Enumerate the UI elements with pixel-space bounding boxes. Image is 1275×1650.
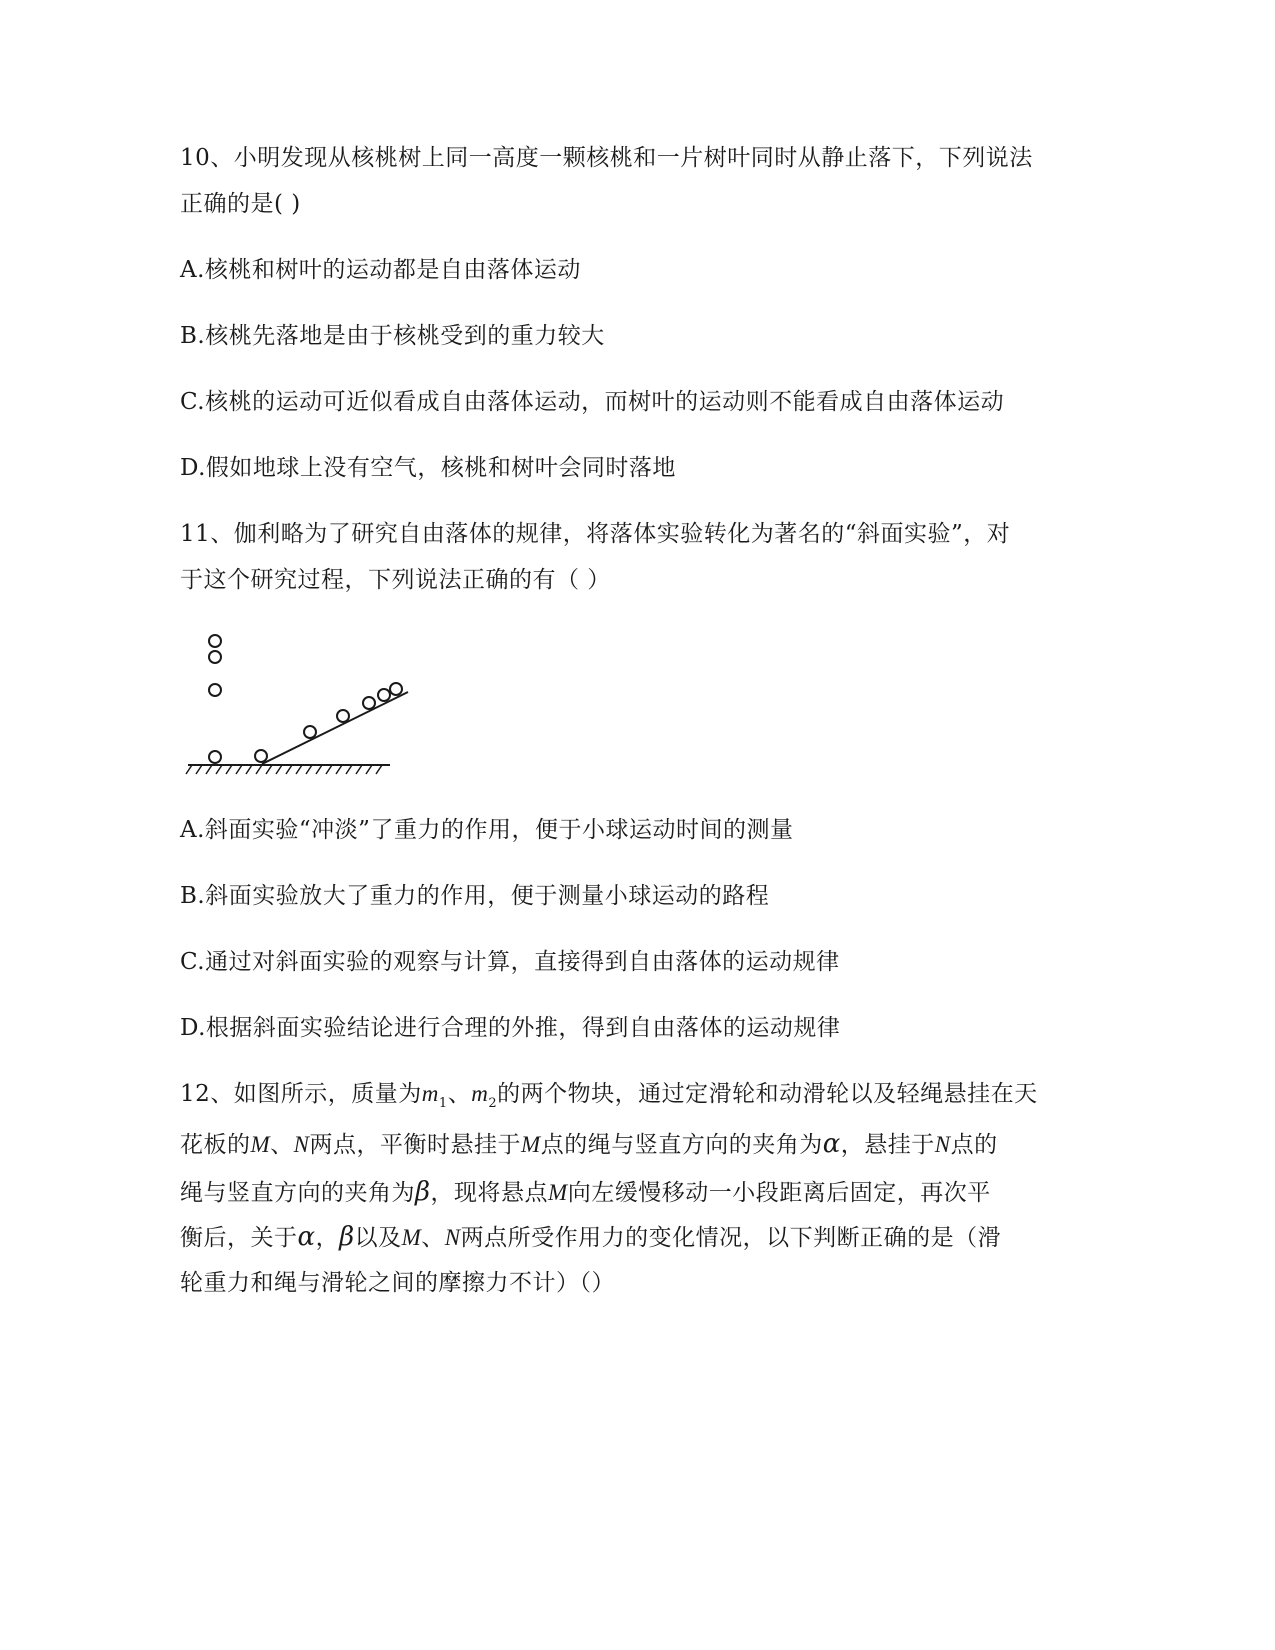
q12-stem-line2: 花板的M、N两点，平衡时悬挂于M点的绳与竖直方向的夹角为α，悬挂于N点的 bbox=[180, 1129, 998, 1159]
galileo-incline-figure bbox=[180, 625, 420, 785]
q12-stem-line1: 12、如图所示，质量为$m_1$、$m_2$的两个物块，通过定滑轮和动滑轮以及轻绳悬挂在天 bbox=[180, 1081, 1038, 1111]
alpha-symbol: α bbox=[822, 1129, 841, 1159]
falling-ball bbox=[209, 651, 221, 663]
beta-symbol: β bbox=[339, 1222, 355, 1252]
incline-ball bbox=[363, 697, 375, 709]
incline-line bbox=[262, 692, 408, 764]
q10-option-b: B.核桃先落地是由于核桃受到的重力较大 bbox=[180, 323, 605, 349]
q10-option-a: A.核桃和树叶的运动都是自由落体运动 bbox=[180, 257, 581, 283]
q11-stem-line1: 11、伽利略为了研究自由落体的规律，将落体实验转化为著名的“斜面实验”，对 bbox=[180, 521, 1011, 547]
q11-option-c: C.通过对斜面实验的观察与计算，直接得到自由落体的运动规律 bbox=[180, 949, 840, 975]
q10-stem-line2: 正确的是( ) bbox=[180, 191, 301, 217]
incline-ball bbox=[304, 726, 316, 738]
falling-ball bbox=[209, 684, 221, 696]
alpha-symbol: α bbox=[297, 1222, 316, 1252]
q10-option-d: D.假如地球上没有空气，核桃和树叶会同时落地 bbox=[180, 455, 676, 481]
beta-symbol: β bbox=[415, 1177, 431, 1207]
incline-ball bbox=[390, 683, 402, 695]
q12-stem-line3: 绳与竖直方向的夹角为β，现将悬点M向左缓慢移动一小段距离后固定，再次平 bbox=[180, 1177, 991, 1207]
q10-option-c: C.核桃的运动可近似看成自由落体运动，而树叶的运动则不能看成自由落体运动 bbox=[180, 389, 1005, 415]
q11-option-d: D.根据斜面实验结论进行合理的外推，得到自由落体的运动规律 bbox=[180, 1015, 841, 1041]
incline-ball bbox=[378, 689, 390, 701]
incline-ball bbox=[255, 750, 267, 762]
incline-ball bbox=[337, 710, 349, 722]
ground-hatching bbox=[186, 765, 382, 774]
falling-ball bbox=[209, 635, 221, 647]
q11-stem-line2: 于这个研究过程，下列说法正确的有（ ） bbox=[180, 567, 611, 593]
q11-option-a: A.斜面实验“冲淡”了重力的作用，便于小球运动时间的测量 bbox=[180, 817, 794, 843]
q10-stem-line1: 10、小明发现从核桃树上同一高度一颗核桃和一片树叶同时从静止落下，下列说法 bbox=[180, 145, 1033, 171]
falling-ball bbox=[209, 751, 221, 763]
q11-option-b: B.斜面实验放大了重力的作用，便于测量小球运动的路程 bbox=[180, 883, 770, 909]
q12-stem-line4: 衡后，关于α，β以及M、N两点所受作用力的变化情况，以下判断正确的是（滑 bbox=[180, 1222, 1002, 1252]
q12-stem-line5: 轮重力和绳与滑轮之间的摩擦力不计）（） bbox=[180, 1270, 615, 1296]
